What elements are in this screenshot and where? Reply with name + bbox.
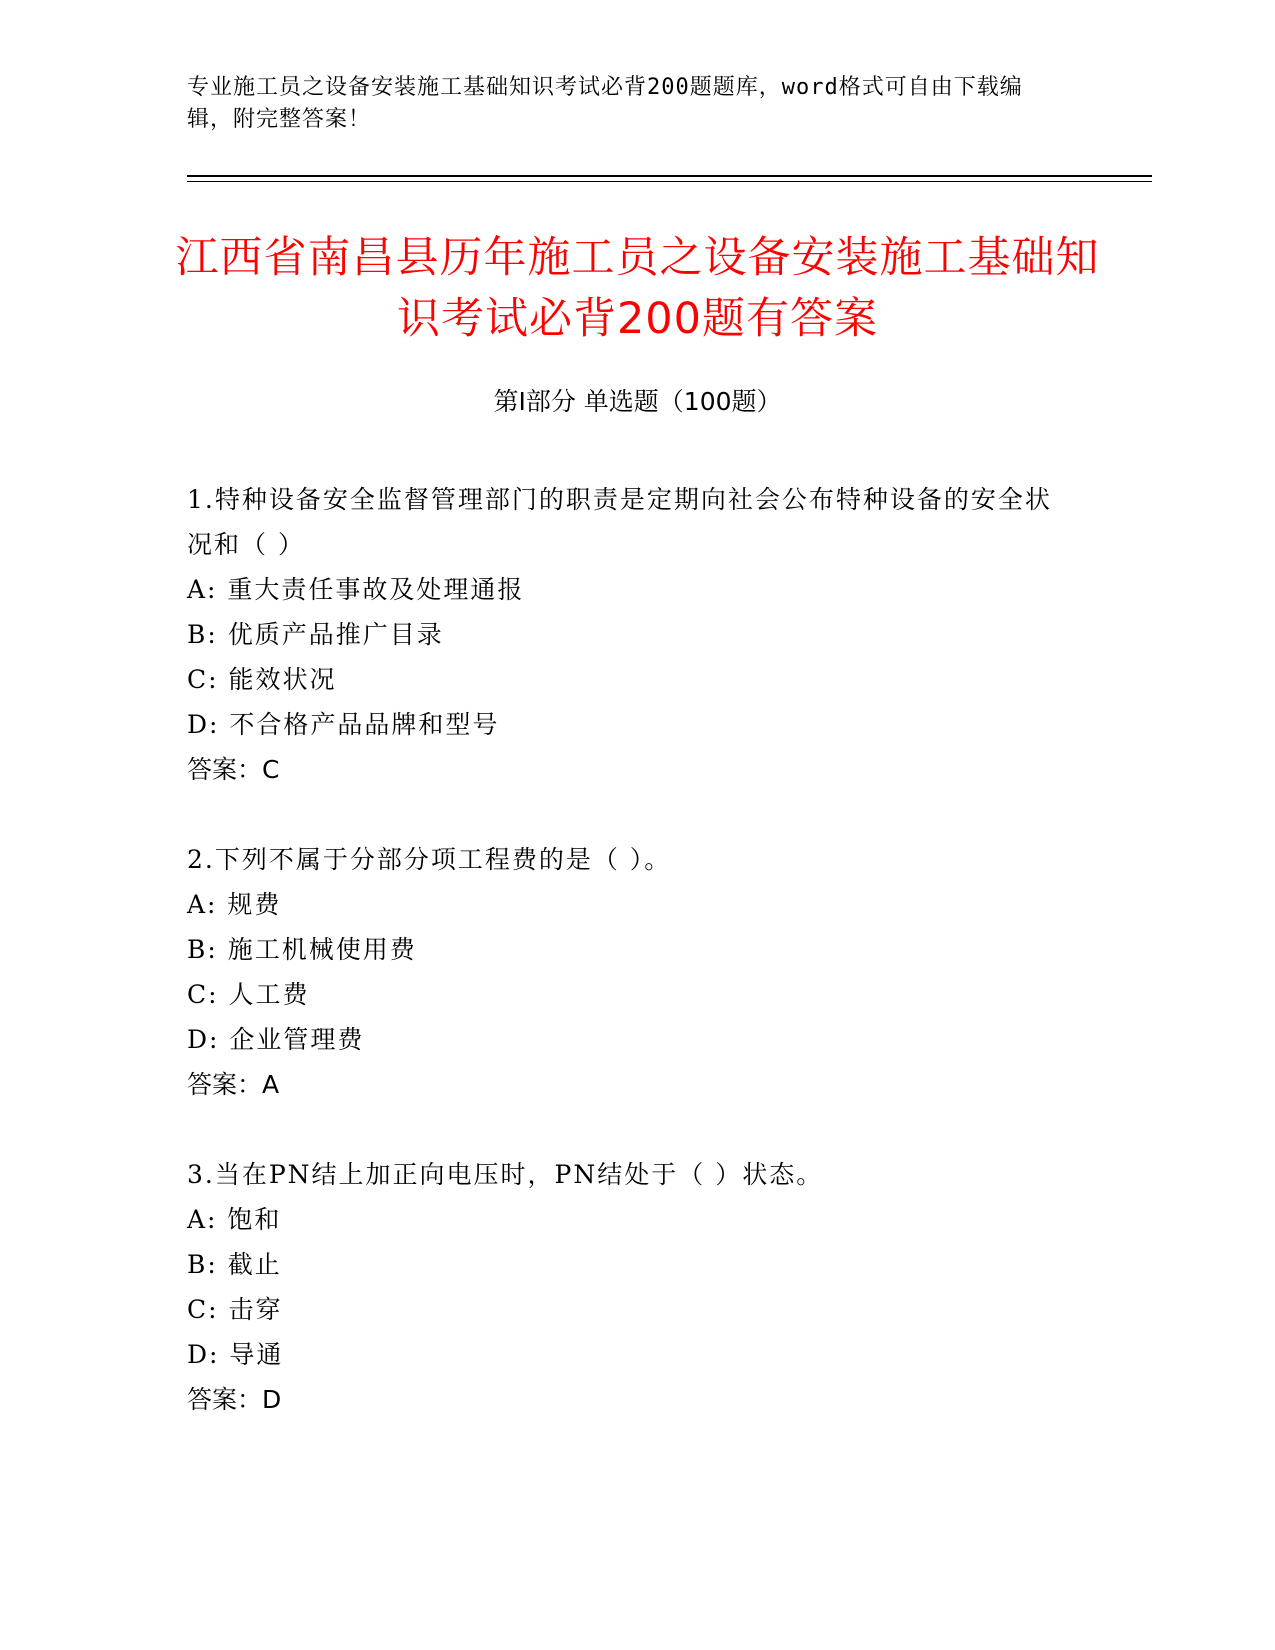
question-list — [187, 477, 1067, 1467]
header-note: 专业施工员之设备安装施工基础知识考试必背200题题库，word格式可自由下载编辑，附完整答案！ — [187, 75, 1023, 132]
option-b: B: 施工机械使用费 — [187, 935, 417, 964]
question-2 — [187, 837, 1067, 1107]
option-c: C: 能效状况 — [187, 665, 337, 694]
option-d: D: 不合格产品品牌和型号 — [187, 710, 500, 739]
answer: 答案：D — [187, 1385, 282, 1414]
question-stem: 1.特种设备安全监督管理部门的职责是定期向社会公布特种设备的安全状况和（ ） — [187, 485, 1052, 559]
question-1 — [187, 477, 1067, 792]
section-title: 第Ⅰ部分 单选题（100题） — [493, 387, 782, 416]
document-title: 江西省南昌县历年施工员之设备安装施工基础知识考试必背200题有答案 — [175, 233, 1100, 344]
option-c: C: 人工费 — [187, 980, 310, 1009]
answer: 答案：A — [187, 1070, 280, 1099]
option-b: B: 截止 — [187, 1250, 282, 1279]
question-3 — [187, 1152, 1067, 1422]
question-stem: 3.当在PN结上加正向电压时，PN结处于（ ）状态。 — [187, 1160, 824, 1189]
answer: 答案：C — [187, 755, 280, 784]
question-stem: 2.下列不属于分部分项工程费的是（ ）。 — [187, 845, 672, 874]
header-rule-thick — [187, 175, 1152, 177]
option-a: A: 规费 — [187, 890, 282, 919]
option-d: D: 导通 — [187, 1340, 284, 1369]
option-a: A: 重大责任事故及处理通报 — [187, 575, 525, 604]
option-c: C: 击穿 — [187, 1295, 283, 1324]
option-b: B: 优质产品推广目录 — [187, 620, 444, 649]
option-a: A: 饱和 — [187, 1205, 282, 1234]
option-d: D: 企业管理费 — [187, 1025, 365, 1054]
header-rule-thin — [187, 181, 1152, 182]
